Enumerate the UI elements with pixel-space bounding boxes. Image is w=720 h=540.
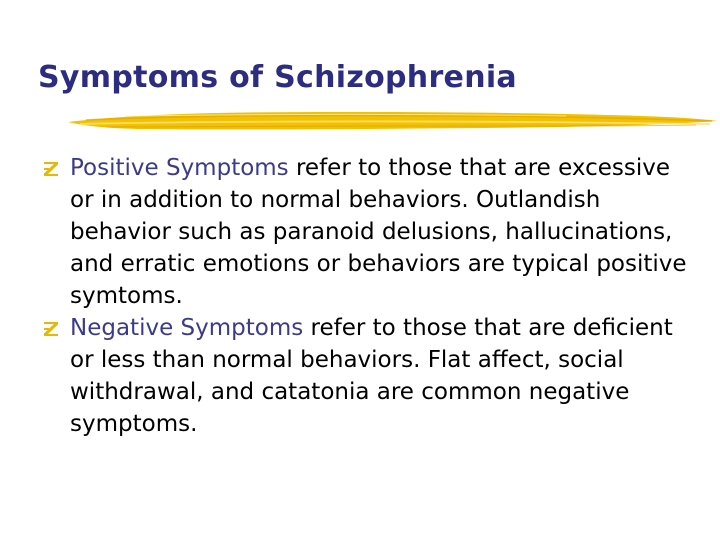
bullet-list	[42, 152, 692, 440]
negative-symptoms-text: refer to those that are deficient or less than normal behaviors. Flat affect, social withdrawal, and catatonia are common negative symptoms.	[70, 315, 673, 437]
z-bullet-icon	[42, 320, 60, 338]
positive-symptoms-term: Positive Symptoms	[70, 155, 289, 181]
z-bullet-icon	[42, 160, 60, 178]
negative-symptoms-term: Negative Symptoms	[70, 315, 304, 341]
bullet-item-negative-symptoms	[42, 312, 692, 440]
positive-symptoms-text: refer to those that are excessive or in addition to normal behaviors. Outlandish behavior such as paranoid delusions, hallucinations, and erratic emotions or behaviors are typical positive symtoms.	[70, 155, 687, 309]
slide-title: Symptoms of Schizophrenia	[38, 60, 517, 95]
bullet-item-positive-symptoms	[42, 152, 692, 312]
title-underline-brushstroke	[66, 104, 720, 136]
